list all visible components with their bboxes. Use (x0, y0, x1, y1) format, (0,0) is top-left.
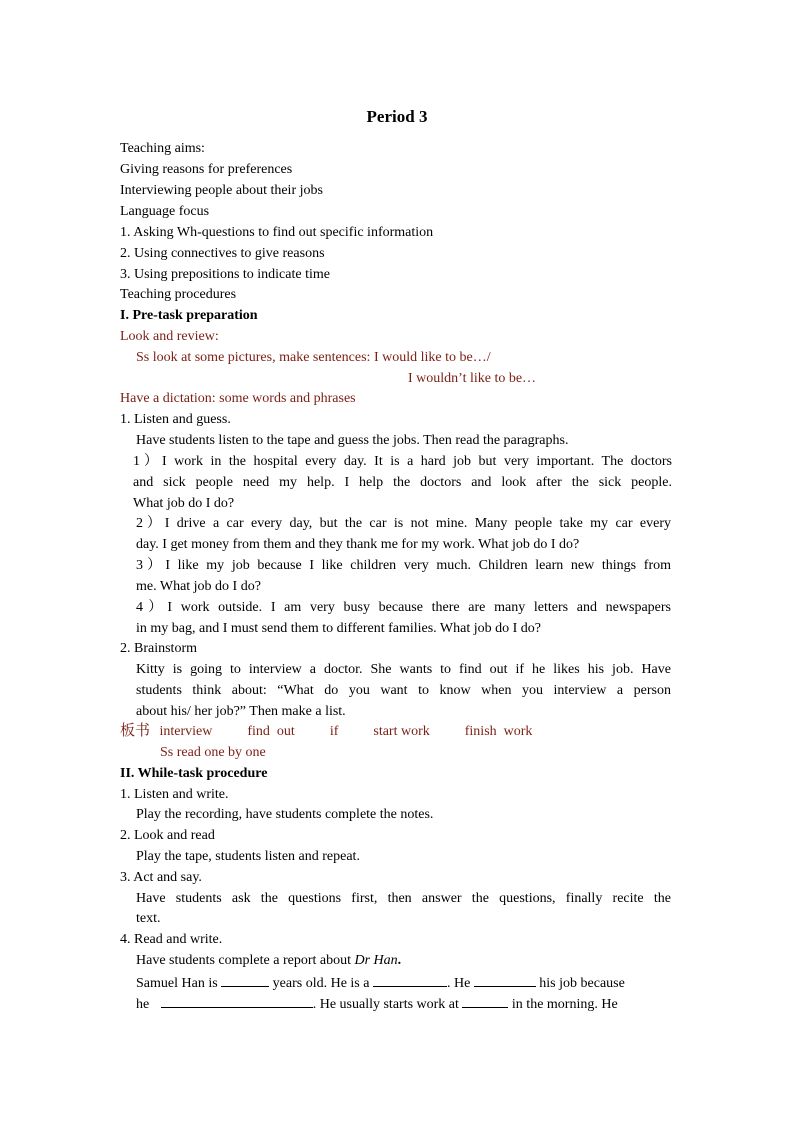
body-line: text. (136, 911, 161, 926)
report-line (136, 994, 618, 1014)
body-line: Play the recording, have students complete the notes. (136, 807, 434, 822)
section-heading: II. While-task procedure (120, 766, 268, 781)
body-line: Play the tape, students listen and repeat. (136, 849, 360, 864)
paragraph-line: me. What job do I do? (136, 579, 261, 594)
job-blank[interactable] (373, 973, 447, 987)
aim-line: Giving reasons for preferences (120, 162, 293, 177)
paragraph-line: 3）I like my job because I like children very much. Children learn new things from (136, 558, 671, 573)
verb-blank[interactable] (474, 973, 536, 987)
body-line: about his/ her job?” Then make a list. (136, 704, 346, 719)
ss-sentence-line: I wouldn’t like to be… (408, 371, 537, 386)
report-text: he (136, 997, 150, 1012)
dictation-line: Have a dictation: some words and phrases (120, 391, 356, 406)
focus-line: 2. Using connectives to give reasons (120, 246, 325, 261)
body-line: Have students ask the questions first, then answer the questions, finally recite the (136, 891, 671, 906)
paragraph-line: What job do I do? (133, 496, 235, 511)
step-heading: 2. Brainstorm (120, 641, 197, 656)
step-heading: 4. Read and write. (120, 932, 223, 947)
report-text: in the morning. He (511, 997, 618, 1012)
procedures-heading: Teaching procedures (120, 287, 237, 302)
report-line (136, 973, 625, 993)
paragraph-line: day. I get money from them and they thank me for my work. What job do I do? (136, 537, 580, 552)
paragraph-line: 2）I drive a car every day, but the car is not mine. Many people take my car every (136, 516, 671, 531)
report-text: Samuel Han is (136, 976, 218, 991)
ss-sentence-line: Ss look at some pictures, make sentences: I would like to be…/ (136, 350, 491, 365)
doctor-name: Dr Han (354, 953, 398, 968)
report-text: years old. He is a (272, 976, 370, 991)
report-text: . He usually starts work at (312, 997, 459, 1012)
report-text: his job because (539, 976, 625, 991)
step-heading: 1. Listen and write. (120, 787, 229, 802)
report-intro: Have students complete a report about (136, 953, 351, 968)
paragraph-line: and sick people need my help. I help the doctors and look after the sick people. (133, 475, 672, 490)
paragraph-line: in my bag, and I must send them to different families. What job do I do? (136, 621, 542, 636)
reason-blank[interactable] (161, 994, 313, 1008)
board-words: interview find out if start work finish work (159, 724, 533, 739)
time-blank[interactable] (462, 994, 508, 1008)
language-focus-heading: Language focus (120, 204, 210, 219)
step-heading: 1. Listen and guess. (120, 412, 231, 427)
period-mark: . (397, 953, 402, 968)
teaching-aims-heading: Teaching aims: (120, 141, 205, 156)
board-label: 板书 (120, 721, 151, 739)
paragraph-line: 1）I work in the hospital every day. It is a hard job but very important. The doctors (133, 454, 672, 469)
page-title: Period 3 (366, 107, 428, 126)
focus-line: 1. Asking Wh-questions to find out specific information (120, 225, 434, 240)
step-heading: 3. Act and say. (120, 870, 202, 885)
section-heading: I. Pre-task preparation (120, 308, 258, 323)
focus-line: 3. Using prepositions to indicate time (120, 267, 330, 282)
body-line: Kitty is going to interview a doctor. She wants to find out if he likes his job. Have (136, 662, 671, 677)
body-line: students think about: “What do you want to know when you interview a person (136, 683, 671, 698)
age-blank[interactable] (221, 973, 269, 987)
body-line (136, 952, 401, 970)
report-text: . He (446, 976, 471, 991)
step-heading: 2. Look and read (120, 828, 215, 843)
body-line: Have students listen to the tape and guess the jobs. Then read the paragraphs. (136, 433, 569, 448)
aim-line: Interviewing people about their jobs (120, 183, 323, 198)
look-review-line: Look and review: (120, 329, 219, 344)
paragraph-line: 4）I work outside. I am very busy because there are many letters and newspapers (136, 600, 671, 615)
ss-read-line: Ss read one by one (160, 745, 266, 760)
board-words-line (120, 721, 532, 741)
